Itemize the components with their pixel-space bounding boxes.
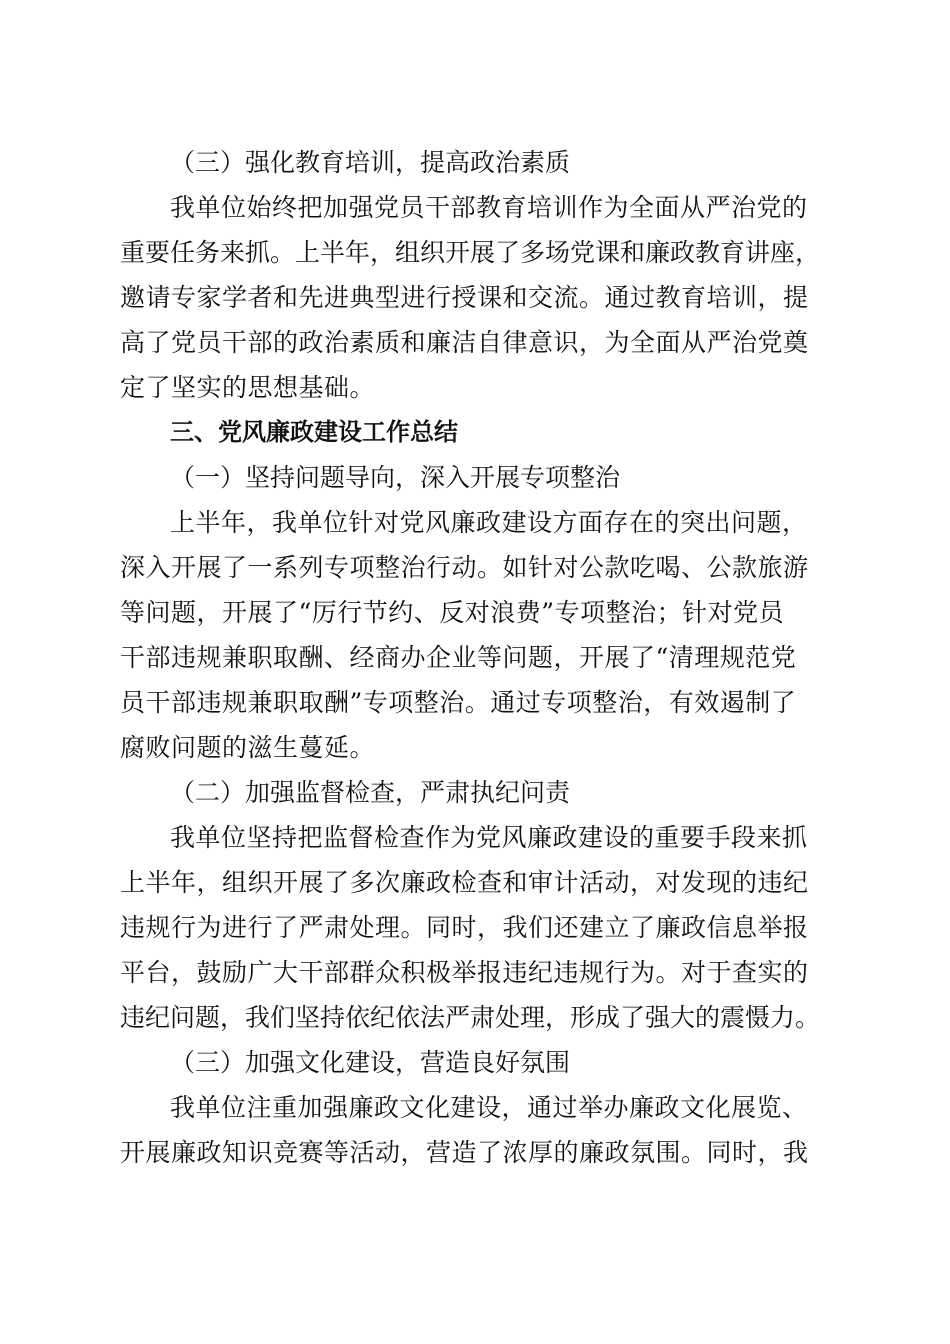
paragraph-line: 上半年，组织开展了多次廉政检查和审计活动，对发现的违纪 (120, 868, 809, 897)
paragraph-line: 邀请专家学者和先进典型进行授课和交流。通过教育培训，提 (120, 283, 809, 312)
paragraph-line: 等问题，开展了“厉行节约、反对浪费”专项整治；针对党员 (120, 598, 785, 627)
paragraph-line: 开展廉政知识竞赛等活动，营造了浓厚的廉政氛围。同时，我 (120, 1138, 809, 1167)
paragraph-line: 上半年，我单位针对党风廉政建设方面存在的突出问题， (170, 508, 808, 537)
paragraph-line: 定了坚实的思想基础。 (120, 373, 376, 402)
paragraph-line: 员干部违规兼职取酬”专项整治。通过专项整治，有效遏制了 (120, 688, 797, 717)
subsection-heading: （二）加强监督检查，严肃执纪问责 (170, 778, 571, 807)
subsection-heading: （一）坚持问题导向，深入开展专项整治 (170, 463, 621, 492)
subsection-heading: （三）强化教育培训，提高政治素质 (170, 148, 571, 177)
paragraph-line: 我单位始终把加强党员干部教育培训作为全面从严治党的 (170, 193, 808, 222)
paragraph (120, 500, 825, 770)
paragraph-line: 我单位注重加强廉政文化建设，通过举办廉政文化展览、 (170, 1093, 808, 1122)
paragraph-line: 我单位坚持把监督检查作为党风廉政建设的重要手段来抓 (170, 823, 808, 852)
paragraph (120, 815, 825, 1040)
paragraph (120, 185, 825, 410)
paragraph-line: 干部违规兼职取酬、经商办企业等问题，开展了“清理规范党 (120, 643, 797, 672)
section-heading: 三、党风廉政建设工作总结 (170, 418, 458, 446)
paragraph-line: 腐败问题的滋生蔓延。 (120, 733, 376, 762)
paragraph-line: 违规行为进行了严肃处理。同时，我们还建立了廉政信息举报 (120, 913, 809, 942)
paragraph-line: 深入开展了一系列专项整治行动。如针对公款吃喝、公款旅游 (120, 553, 809, 582)
paragraph (120, 1085, 825, 1175)
paragraph-line: 高了党员干部的政治素质和廉洁自律意识，为全面从严治党奠 (120, 328, 809, 357)
document-body (120, 140, 825, 1175)
paragraph-line: 平台，鼓励广大干部群众积极举报违纪违规行为。对于查实的 (120, 958, 809, 987)
subsection-heading: （三）加强文化建设，营造良好氛围 (170, 1048, 571, 1077)
paragraph-line: 重要任务来抓。上半年，组织开展了多场党课和廉政教育讲座， (120, 238, 821, 267)
paragraph-line: 违纪问题，我们坚持依纪依法严肃处理，形成了强大的震慑力。 (120, 1003, 821, 1032)
